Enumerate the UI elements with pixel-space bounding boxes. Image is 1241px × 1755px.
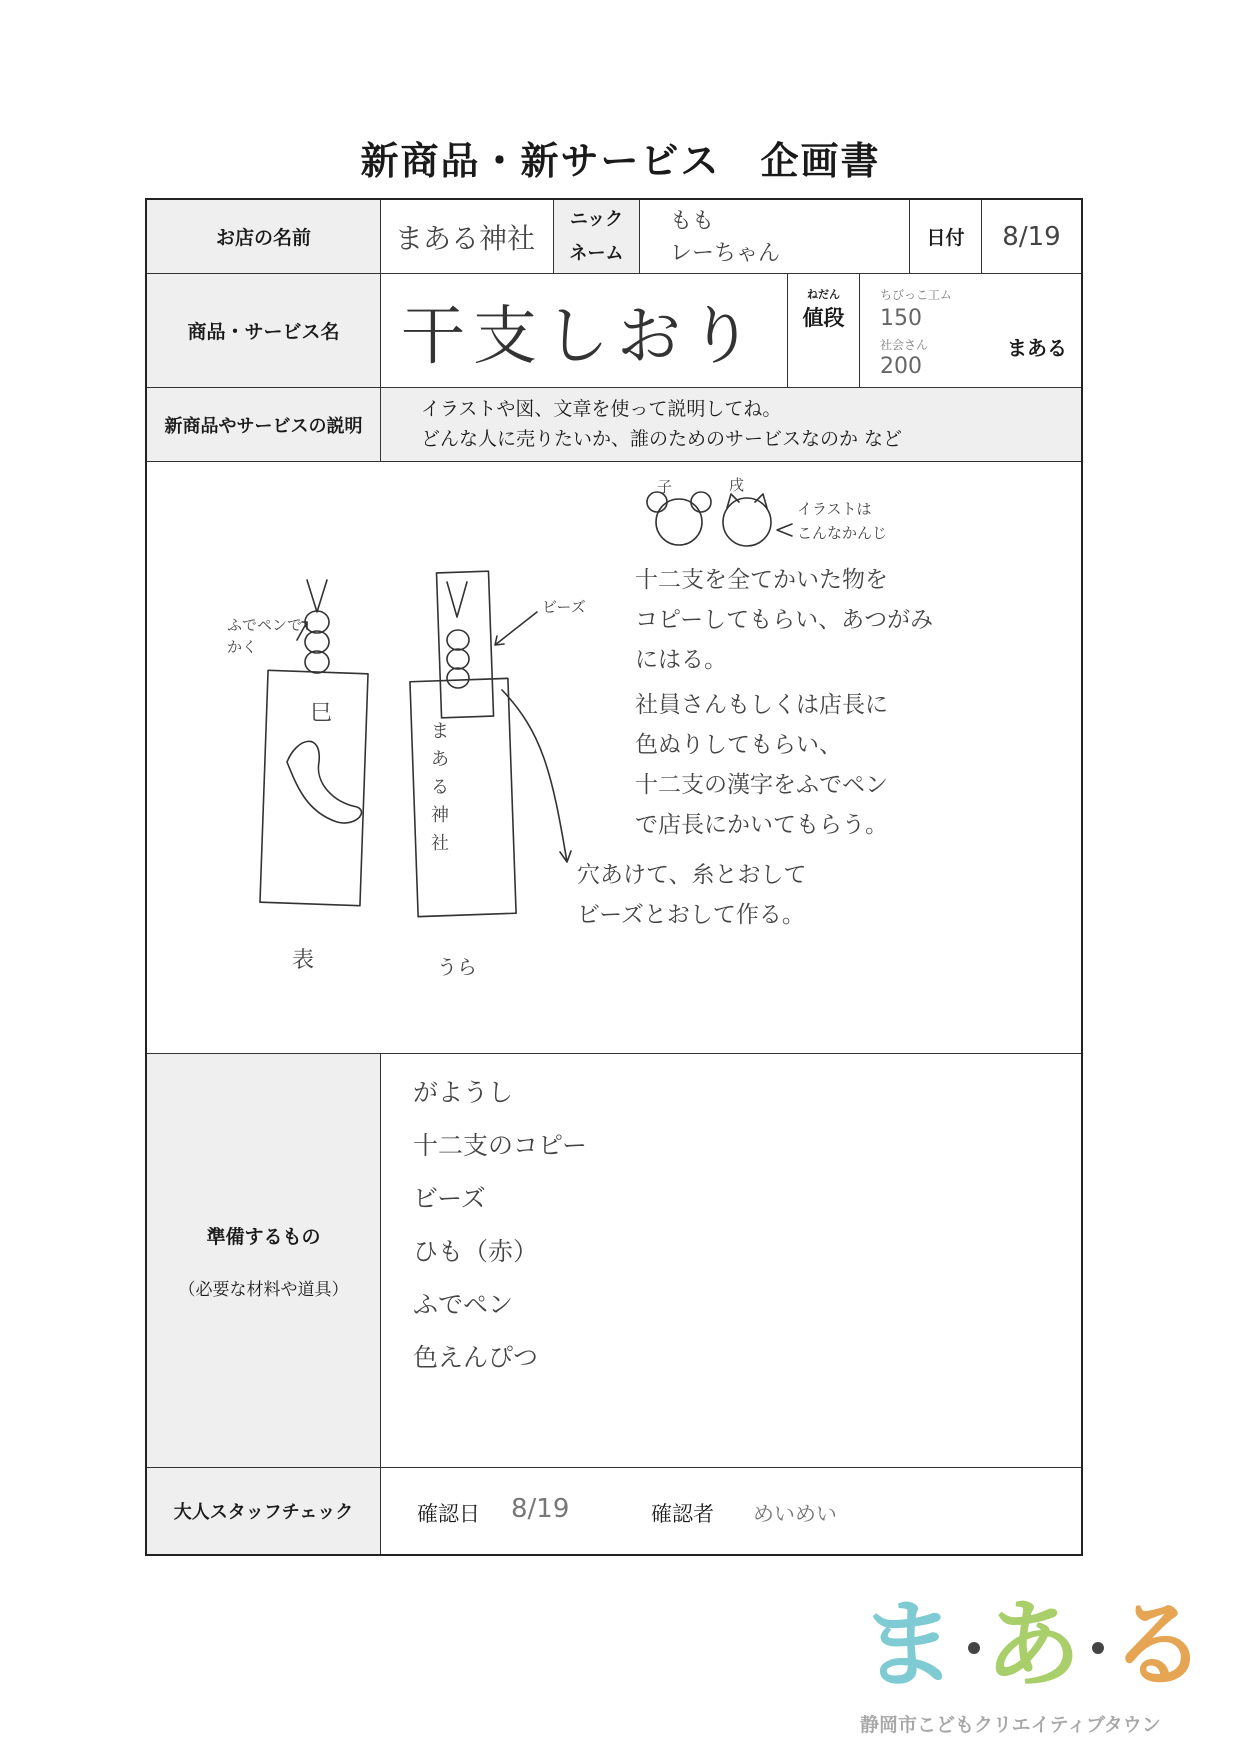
back-text-3: る — [431, 777, 449, 798]
back-frame — [437, 571, 494, 718]
explain-line-2: コピーしてもらい、あつがみ — [635, 607, 934, 633]
front-bead-3 — [305, 651, 329, 673]
materials-sublabel: （必要な材料や道具） — [178, 1279, 349, 1300]
staff-check — [381, 1468, 1081, 1554]
product-label: 商品・サービス名 — [147, 274, 381, 387]
description-hint — [381, 388, 1081, 461]
price-line3: 社会さん — [880, 338, 929, 352]
materials-label-text: 準備するもの — [206, 1225, 321, 1248]
nickname-value-line2: レーちゃん — [670, 241, 781, 266]
illust-note-2: こんなかんじ — [797, 524, 888, 542]
plan-form — [145, 198, 1083, 1556]
zodiac-2: 戌 — [729, 476, 745, 494]
logo-char-2: あ — [985, 1589, 1081, 1701]
illust-note-1: イラストは — [797, 500, 872, 518]
nickname-label — [554, 200, 640, 273]
document-title: 新商品・新サービス 企画書 — [360, 139, 881, 183]
material-item: ビーズ — [413, 1184, 486, 1213]
explain-line-5: 色ぬりしてもらい、 — [635, 732, 842, 758]
beads-arrow — [495, 612, 537, 645]
row-shop — [147, 200, 1081, 274]
brand-tagline: 静岡市こどもクリエイティブタウン — [860, 1714, 1161, 1736]
back-bead-2 — [447, 649, 469, 669]
row-materials — [147, 1054, 1081, 1468]
back-caption: うら — [437, 955, 477, 979]
product-value: 干支しおり — [381, 274, 788, 387]
pen-note-1: ふでペンで — [227, 616, 303, 634]
row-description — [147, 388, 1081, 462]
price-value — [860, 274, 1081, 387]
material-item: がようし — [413, 1078, 514, 1107]
back-bead-1 — [447, 630, 469, 650]
material-item: 十二支のコピー — [413, 1131, 588, 1160]
price-line1: ちびっこ工ム — [880, 288, 953, 302]
explain-line-1: 十二支を全てかいた物を — [635, 567, 888, 593]
material-item: ふでペン — [413, 1290, 514, 1319]
checker-value: めいめい — [753, 1502, 837, 1526]
shop-label: お店の名前 — [147, 200, 381, 273]
front-bead-1 — [305, 611, 329, 633]
zodiac-1: 子 — [657, 478, 673, 496]
nickname-value — [640, 200, 910, 273]
nickname-value-line1: もも — [670, 209, 715, 234]
brand-logo — [860, 1589, 1240, 1736]
material-item: 色えんぴつ — [413, 1343, 539, 1372]
material-item: ひも（赤） — [413, 1237, 539, 1266]
arrow-note-2: ビーズとおして作る。 — [577, 902, 805, 928]
check-date-label: 確認日 — [417, 1502, 480, 1526]
explain-line-4: 社員さんもしくは店長に — [635, 692, 888, 718]
logo-dot-1 — [968, 1642, 980, 1654]
price-label-text: 値段 — [802, 306, 845, 330]
snake-drawing — [287, 741, 361, 823]
back-card — [410, 678, 516, 916]
back-text-1: ま — [431, 721, 449, 742]
checker-label: 確認者 — [651, 1502, 714, 1526]
dog-face — [723, 498, 771, 546]
back-string — [447, 582, 467, 617]
back-bead-3 — [447, 668, 469, 688]
back-text-2: あ — [431, 749, 449, 770]
front-kanji: 巳 — [310, 701, 333, 726]
date-value: 8/19 — [1002, 221, 1061, 252]
row-sketch — [147, 462, 1081, 1054]
staff-label: 大人スタッフチェック — [147, 1468, 381, 1554]
mouse-face — [656, 499, 702, 545]
logo-char-3: る — [1110, 1589, 1206, 1701]
price-ruby: ねだん — [807, 288, 840, 301]
explain-line-6: 十二支の漢字をふでペン — [635, 772, 888, 798]
check-date-value: 8/19 — [511, 1494, 570, 1524]
logo-char-1: ま — [860, 1589, 956, 1701]
back-text-4: 神 — [431, 805, 449, 826]
shop-value: まある神社 — [381, 200, 554, 273]
date-label: 日付 — [910, 200, 982, 273]
logo-dot-2 — [1092, 1642, 1104, 1654]
pen-note-2: かく — [227, 638, 258, 656]
materials-label — [147, 1054, 381, 1467]
nickname-label-line2: ネーム — [569, 242, 624, 264]
arrow-note-1: 穴あけて、糸とおして — [577, 862, 807, 888]
description-label: 新商品やサービスの説明 — [147, 388, 381, 461]
description-hint-line1: イラストや図、文章を使って説明してね。 — [421, 398, 782, 420]
row-staff — [147, 1468, 1081, 1554]
front-string — [307, 580, 327, 612]
price-line2: 150 — [880, 306, 922, 331]
explain-line-7: で店長にかいてもらう。 — [635, 812, 888, 838]
price-label — [788, 274, 860, 387]
sketch-canvas — [147, 462, 1081, 1050]
hole-arrow — [502, 690, 571, 862]
description-hint-line2: どんな人に売りたいか、誰のためのサービスなのか など — [421, 428, 903, 450]
nickname-label-line1: ニック — [569, 208, 624, 230]
materials-list — [381, 1054, 1081, 1467]
front-caption: 表 — [292, 948, 315, 973]
row-product — [147, 274, 1081, 388]
explain-line-3: にはる。 — [635, 647, 727, 673]
price-line4: 200 — [880, 354, 922, 379]
back-text-5: 社 — [431, 833, 449, 854]
illust-arrow — [777, 524, 792, 536]
price-currency: まある — [1007, 336, 1067, 360]
front-bead-2 — [305, 631, 329, 653]
beads-label: ビーズ — [542, 598, 586, 616]
